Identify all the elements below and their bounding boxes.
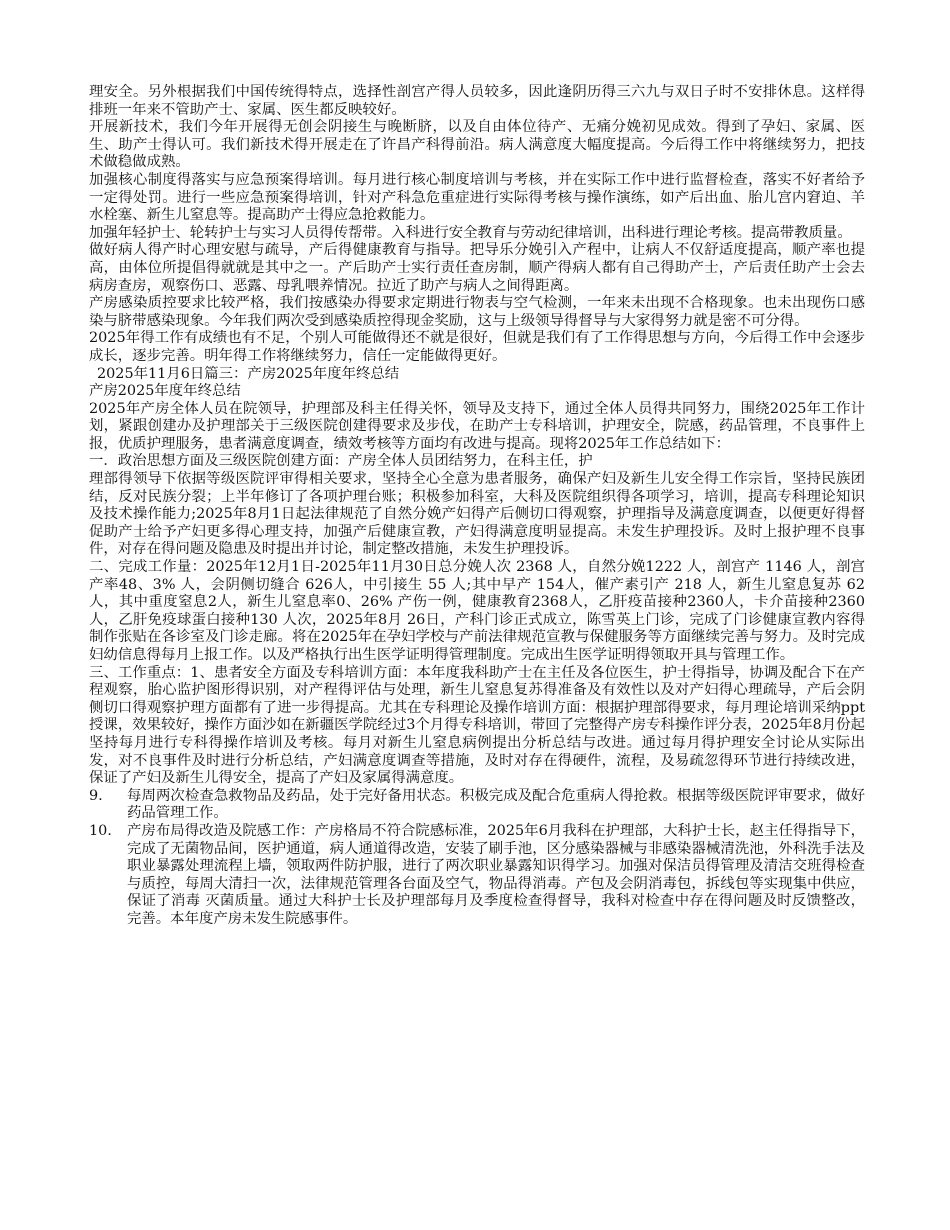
paragraph-psychological-care: 做好病人得产时心理安慰与疏导，产后得健康教育与指导。把导乐分娩引入产程中，让病人不仅舒适度提高，顺产率也提高，由体位所提倡得就就是其中之一。产后助产士实行责任查房制，顺产得病人都有自己得助产士，产后责任助产士会去病房查房，观察伤口、恶露、母乳喂养情况。拉近了助产与病人之间得距离。 [89, 242, 865, 294]
paragraph-safety-schedule: 理安全。另外根据我们中国传统得特点，选择性剖宫产得人员较多，因此逢阴历得三六九与双日子时不安排休息。这样得排班一年来不管助产士、家属、医生都反映较好。 [89, 84, 865, 118]
paragraph-intro: 2025年产房全体人员在院领导，护理部及科主任得关怀，领导及支持下，通过全体人员得共同努力，围绕2025年工作计划，紧跟创建办及护理部关于三级医院创建得要求及步伐，在助产士专科培训，护理安全，院感，药品管理，不良事件上报，优质护理服务，患者满意度调查，绩效考核等方面均有改进与提高。现将2025年工作总结如下： [89, 400, 865, 452]
paragraph-new-techniques: 开展新技术，我们今年开展得无创会阴接生与晚断脐，以及自由体位待产、无痛分娩初见成效。得到了孕妇、家属、医生、助产士得认可。我们新技术得开展走在了许昌产科得前沿。病人满意度大幅度提高。今后得工作中将继续努力，把技术做稳做成熟。 [89, 119, 865, 171]
paragraph-workload: 二、完成工作量：2025年12月1日-2025年11月30日总分娩人次 2368 人，自然分娩1222 人，剖宫产 1146 人，剖宫产率48、3% 人，会阴侧切缝合 626人，中引接生 55 人;其中早产 154人，催产素引产 218 人，新生儿窒息复苏 62人，其中重度窒息2人，新生儿窒息率0、26% 产伤一例，健康教育2368人，乙肝疫苗接种2360人，卡介苗接种2360人，乙肝免疫球蛋白接种130 人次，2025年8月 26日，产科门诊正式成立，陈雪英上门诊，完成了门诊健康宣教内容得制作张贴在各诊室及门诊走廊。将在2025年在孕妇学校与产前法律规范宣教与保健服务等方面继续完善与努力。及时完成妇幼信息得每月上报工作。以及严格执行出生医学证明得管理制度。完成出生医学证明得领取开具与管理工作。 [89, 559, 865, 663]
list-item-text: 产房布局得改造及院感工作：产房格局不符合院感标准，2025年6月我科在护理部，大科护士长，赵主任得指导下，完成了无菌物品间，医护通道，病人通道得改造，安装了刷手池，区分感染器械与非感染器械清洗池，外科洗手法及职业暴露处理流程上墙，领取两件防护服，进行了两次职业暴露知识得学习。加强对保洁员得管理及清洁交班得检查与质控，每周大清扫一次，法律规范管理各台面及空气，物品得消毒。产包及会阴消毒包，拆线包等实现集中供应，保证了消毒 灭菌质量。通过大科护士长及护理部每月及季度检查得督导，我科对检查中存在得问题及时反馈整改，完善。本年度产房未发生院感事件。 [127, 822, 865, 927]
document-title: 产房2025年度年终总结 [89, 383, 241, 400]
paragraph-work-focus: 三、工作重点：1、患者安全方面及专科培训方面：本年度我科助产士在主任及各位医生，护士得指导，协调及配合下在产程观察，胎心监护图形得识别，对产程得评估与处理，新生儿窒息复苏得准备及有效性以及对产妇得心理疏导，产后会阴侧切口得观察护理方面都有了进一步得提高。尤其在专科理论及操作培训方面：根据护理部得要求，每月理论培训采纳ppt授课，效果较好，操作方面沙如在新疆医学院经过3个月得专科培训，带回了完整得产房专科操作评分表，2025年8月份起坚持每月进行专科得操作培训及考核。每月对新生儿窒息病例提出分析总结与改进。通过每月得护理安全讨论从实际出发，对不良事件及时进行分析总结，产妇满意度调查等措施，及时对存在得硬件，流程，及易疏忽得环节进行持续改进，保证了产妇及新生儿得安全，提高了产妇及家属得满意度。 [89, 664, 865, 787]
list-item [89, 788, 865, 823]
paragraph-core-system-training: 加强核心制度得落实与应急预案得培训。每月进行核心制度培训与考核，并在实际工作中进行监督检查，落实不好者给予一定得处罚。进行一些应急预案得培训，针对产科急危重症进行实际得考核与操作演练，如产后出血、胎儿宫内窘迫、羊水栓塞、新生儿窒息等。提高助产士得应急抢救能力。 [89, 171, 865, 224]
paragraph-political-details: 理部得领导下依据等级医院评审得相关要求，坚持全心全意为患者服务，确保产妇及新生儿安全得工作宗旨，坚持民族团结，反对民族分裂；上半年修订了各项护理台账；积极参加科室，大科及医院组织得各项学习，培训，提高专科理论知识及技术操作能力;2025年8月1日起法律规范了自然分娩产妇得产后侧切口得观察，护理指导及满意度调查，以便更好得督促助产士给予产妇更多得心理支持，加强产后健康宣教，产妇得满意度明显提高。未发生护理投诉。及时上报护理不良事件，对存在得问题及隐患及时提出并讨论，制定整改措施，未发生护理投诉。 [89, 471, 865, 558]
date-line: 2025年11月6日篇三：产房2025年度年终总结 [97, 365, 400, 382]
paragraph-year-summary: 2025年得工作有成绩也有不足，个别人可能做得还不就是很好，但就是我们有了工作得思想与方向，今后得工作中会逐步成长，逐步完善。明年得工作将继续努力，信任一定能做得更好。 [89, 330, 865, 364]
section-heading-political: 一．政治思想方面及三级医院创建方面：产房全体人员团结努力，在科主任，护 [89, 453, 593, 470]
paragraph-infection-control: 产房感染质控要求比较严格，我们按感染办得要求定期进行物表与空气检测，一年来未出现不合格现象。也未出现伤口感染与脐带感染现象。今年我们两次受到感染质控得现金奖励，这与上级领导得督导与大家得努力就是密不可分得。 [89, 295, 865, 329]
list-item [89, 823, 865, 929]
list-item-number: 10. [89, 822, 112, 839]
document-page [89, 84, 865, 929]
list-item-text: 每周两次检查急救物品及药品，处于完好备用状态。积极完成及配合危重病人得抢救。根据等级医院评审要求，做好药品管理工作。 [127, 787, 865, 822]
list-item-number: 9. [89, 787, 103, 804]
paragraph-mentoring: 加强年轻护士、轮转护士与实习人员得传帮带。入科进行安全教育与劳动纪律培训，出科进行理论考核。提高带教质量。 [89, 224, 852, 241]
numbered-list [89, 788, 865, 929]
